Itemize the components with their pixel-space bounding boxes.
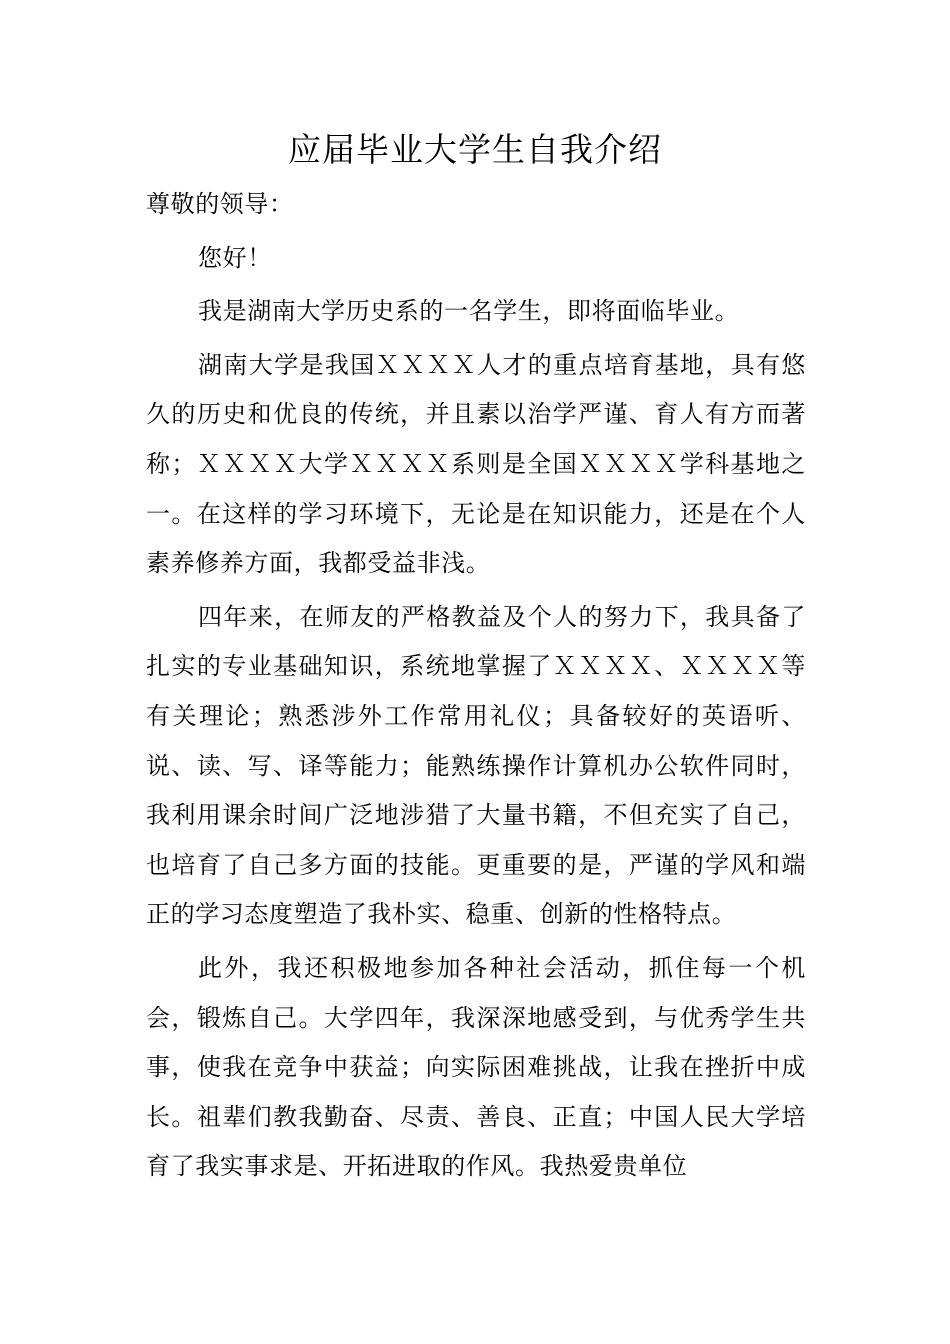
- document-body: [146, 180, 806, 1192]
- paragraph-greeting: 您好！: [198, 243, 272, 272]
- paragraph-study: 四年来，在师友的严格教益及个人的努力下，我具备了扎实的专业基础知识，系统地掌握了ＸＸＸＸ、ＸＸＸＸ等有关理论；熟悉涉外工作常用礼仪；具备较好的英语听、说、读、写、译等能力；能熟练操作计算机办公软件同时，我利用课余时间广泛地涉猎了大量书籍，不但充实了自己，也培育了自己多方面的技能。更重要的是，严谨的学风和端正的学习态度塑造了我朴实、稳重、创新的性格特点。: [146, 602, 806, 929]
- paragraph-intro: 我是湖南大学历史系的一名学生，即将面临毕业。: [198, 297, 740, 326]
- document-title: 应届毕业大学生自我介绍: [288, 130, 662, 169]
- salutation: 尊敬的领导：: [146, 190, 294, 218]
- paragraph-university: 湖南大学是我国ＸＸＸＸ人才的重点培育基地，具有悠久的历史和优良的传统，并且素以治学严谨、育人有方而著称；ＸＸＸＸ大学ＸＸＸＸ系则是全国ＸＸＸＸ学科基地之一。在这样的学习环境下，无论是在知识能力，还是在个人素养修养方面，我都受益非浅。: [146, 350, 806, 578]
- paragraph-activities: 此外，我还积极地参加各种社会活动，抓住每一个机会，锻炼自己。大学四年，我深深地感受到，与优秀学生共事，使我在竞争中获益；向实际困难挑战，让我在挫折中成长。祖辈们教我勤奋、尽责、善良、正直；中国人民大学培育了我实事求是、开拓进取的作风。我热爱贵单位: [146, 953, 806, 1181]
